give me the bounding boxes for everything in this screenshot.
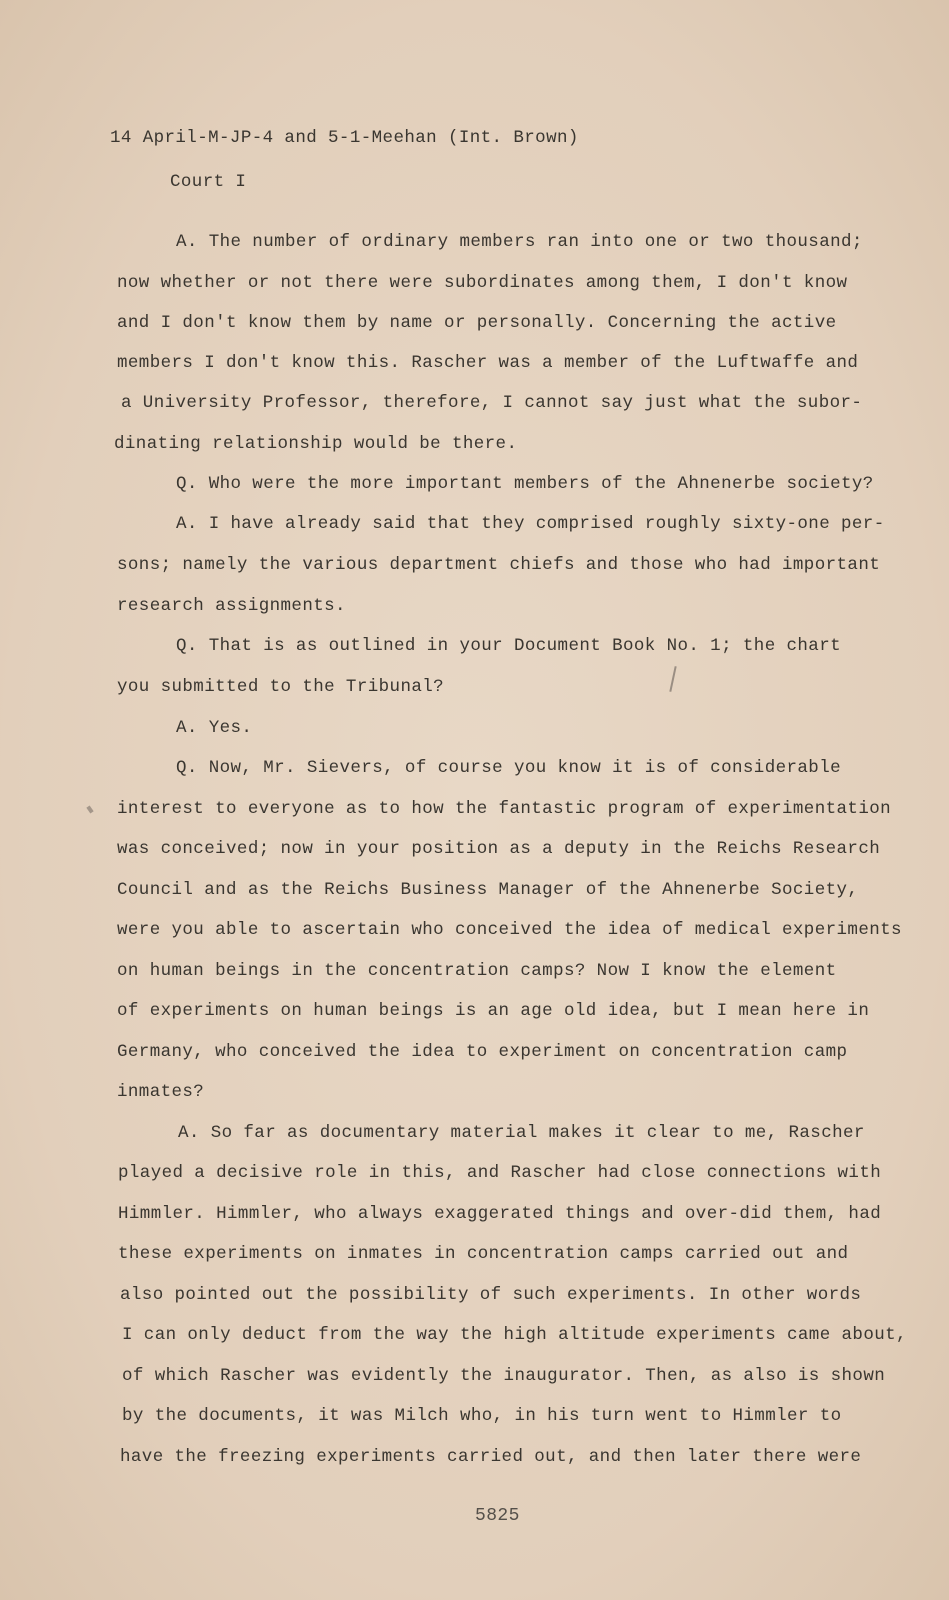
pencil-mark [669,666,676,692]
text-line: on human beings in the concentration camps? Now I know the element [117,961,837,981]
text-line: Council and as the Reichs Business Manager of the Ahnenerbe Society, [117,880,859,900]
text-line: inmates? [117,1082,205,1102]
text-line: of which Rascher was evidently the inaugurator. Then, as also is shown [122,1366,886,1386]
text-line: members I don't know this. Rascher was a member of the Luftwaffe and [117,353,859,373]
text-line: A. So far as documentary material makes it clear to me, Rascher [178,1123,865,1143]
text-line: by the documents, it was Milch who, in his turn went to Himmler to [122,1406,842,1426]
text-line: research assignments. [117,596,346,616]
text-line: sons; namely the various department chiefs and those who had important [117,555,881,575]
text-line: and I don't know them by name or personally. Concerning the active [117,313,837,333]
text-line: Q. Now, Mr. Sievers, of course you know it is of considerable [176,758,842,778]
text-line: A. I have already said that they comprised roughly sixty-one per- [176,514,885,534]
text-line: played a decisive role in this, and Rascher had close connections with [118,1163,882,1183]
text-line: Q. That is as outlined in your Document Book No. 1; the chart [176,636,842,656]
text-line: were you able to ascertain who conceived the idea of medical experiments [117,920,902,940]
text-line: now whether or not there were subordinates among them, I don't know [117,273,848,293]
text-line: have the freezing experiments carried out, and then later there were [120,1447,862,1467]
margin-mark [86,805,93,813]
text-line: dinating relationship would be there. [114,434,518,454]
text-line: Q. Who were the more important members of the Ahnenerbe society? [176,474,874,494]
text-line: these experiments on inmates in concentration camps carried out and [118,1244,849,1264]
text-line: a University Professor, therefore, I cannot say just what the subor- [121,393,863,413]
page-number: 5825 [475,1506,520,1526]
text-line: interest to everyone as to how the fantastic program of experimentation [117,799,892,819]
text-line: A. The number of ordinary members ran into one or two thousand; [176,232,863,252]
text-line: I can only deduct from the way the high altitude experiments came about, [122,1325,907,1345]
text-line: of experiments on human beings is an age old idea, but I mean here in [117,1001,870,1021]
text-line: was conceived; now in your position as a deputy in the Reichs Research [117,839,881,859]
text-line: Himmler. Himmler, who always exaggerated things and over-did them, had [118,1204,882,1224]
session-header: 14 April-M-JP-4 and 5-1-Meehan (Int. Brown) [110,128,579,148]
text-line: you submitted to the Tribunal? [117,677,445,697]
text-line: Germany, who conceived the idea to experiment on concentration camp [117,1042,848,1062]
court-label: Court I [170,172,247,192]
text-line: also pointed out the possibility of such experiments. In other words [120,1285,862,1305]
text-line: A. Yes. [176,718,253,738]
